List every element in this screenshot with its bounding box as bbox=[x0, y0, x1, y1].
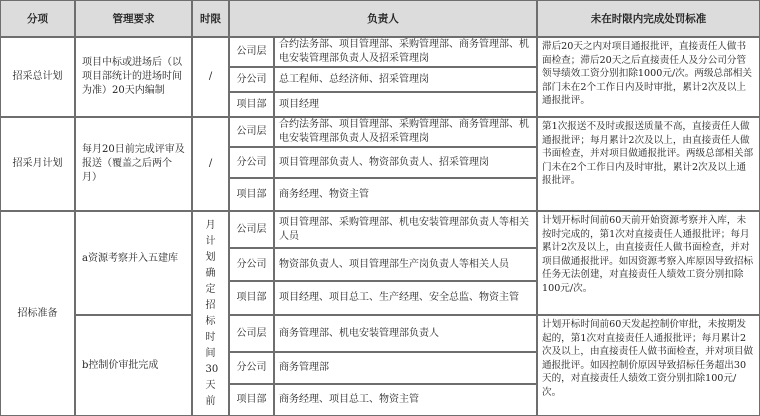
requirement-monthly-plan: 每月20日前完成评审及报送（覆盖之后两个月） bbox=[75, 117, 192, 211]
people-project: 商务经理、物资主管 bbox=[274, 178, 537, 211]
people-branch: 项目管理部负责人、物资部负责人、招采管理岗 bbox=[274, 147, 537, 178]
people-project: 项目经理、项目总工、生产经理、安全总监、物资主管 bbox=[274, 281, 537, 315]
level-project: 项目部 bbox=[229, 281, 274, 315]
requirement-resource-survey: a资源考察并入五建库 bbox=[75, 211, 192, 315]
level-company: 公司层 bbox=[229, 117, 274, 147]
level-project: 项目部 bbox=[229, 178, 274, 211]
people-company: 商务管理部、机电安装管理部负责人 bbox=[274, 315, 537, 352]
level-project: 项目部 bbox=[229, 384, 274, 416]
people-branch: 物资部负责人、项目管理部生产岗负责人等相关人员 bbox=[274, 248, 537, 281]
level-company: 公司层 bbox=[229, 37, 274, 67]
people-project: 商务经理、项目总工、物资主管 bbox=[274, 384, 537, 416]
level-branch: 分公司 bbox=[229, 67, 274, 92]
level-branch: 分公司 bbox=[229, 352, 274, 384]
people-project: 项目经理 bbox=[274, 92, 537, 117]
people-branch: 总工程师、总经济师、招采管理岗 bbox=[274, 67, 537, 92]
level-project: 项目部 bbox=[229, 92, 274, 117]
penalty-resource-survey: 计划开标时间前60天前开始资源考察并入库，未按时完成的，第1次对直接责任人通报批评；每月累计2次及以上，由直接责任人做书面检查，并对项目做通报批评。如因资源考察入库原因导致招标任务无法创建，对直接责任人绩效工资分别扣除100元/次。 bbox=[537, 211, 760, 315]
level-company: 公司层 bbox=[229, 211, 274, 248]
penalty-control-price: 计划开标时间前60天发起控制价审批，未按期发起的，第1次对直接责任人通报批评；每月累计2次及以上，由直接责任人做书面检查，并对项目做通报批评。如因控制价原因导致招标任务超出30天的，对直接责任人绩效工资分别扣除100元/次。 bbox=[537, 315, 760, 416]
level-branch: 分公司 bbox=[229, 147, 274, 178]
requirement-control-price: b控制价审批完成 bbox=[75, 315, 192, 416]
deadline-total-plan: / bbox=[192, 37, 229, 117]
deadline-bid-prep bbox=[192, 211, 229, 416]
people-company: 项目管理部、采购管理部、机电安装管理部负责人等相关人员 bbox=[274, 211, 537, 248]
deadline-bid-prep-text: 月计划确定招标时间30天前 bbox=[205, 219, 219, 407]
category-bid-prep: 招标准备 bbox=[0, 211, 75, 416]
people-branch: 商务管理部 bbox=[274, 352, 537, 384]
penalty-total-plan: 滞后20天之内对项目通报批评，直接责任人做书面检查；滞后20天之后直接责任人及分公司分管领导绩效工资分别扣除1000元/次。两级总部相关部门未在2个工作日内及时审批，累计2次及以上通报批评。 bbox=[537, 37, 760, 117]
header-deadline: 时限 bbox=[192, 0, 229, 37]
people-company: 合约法务部、项目管理部、采购管理部、商务管理部、机电安装管理部负责人及招采管理岗 bbox=[274, 117, 537, 147]
header-requirement: 管理要求 bbox=[75, 0, 192, 37]
header-penalty: 未在时限内完成处罚标准 bbox=[537, 0, 760, 37]
category-monthly-plan: 招采月计划 bbox=[0, 117, 75, 211]
people-company: 合约法务部、项目管理部、采购管理部、商务管理部、机电安装管理部负责人及招采管理岗 bbox=[274, 37, 537, 67]
header-responsible: 负责人 bbox=[229, 0, 537, 37]
requirement-total-plan: 项目中标或进场后（以项目部统计的进场时间为准）20天内编制 bbox=[75, 37, 192, 117]
category-total-plan: 招采总计划 bbox=[0, 37, 75, 117]
penalty-monthly-plan: 第1次报送不及时或报送质量不高，直接责任人做通报批评；每月累计2次及以上，由直接责任人做书面检查，并对项目做通报批评。两级总部相关部门未在2个工作日内及时审批，累计2次及以上通报批评。 bbox=[537, 117, 760, 211]
header-category: 分项 bbox=[0, 0, 75, 37]
level-company: 公司层 bbox=[229, 315, 274, 352]
level-branch: 分公司 bbox=[229, 248, 274, 281]
deadline-monthly-plan: / bbox=[192, 117, 229, 211]
